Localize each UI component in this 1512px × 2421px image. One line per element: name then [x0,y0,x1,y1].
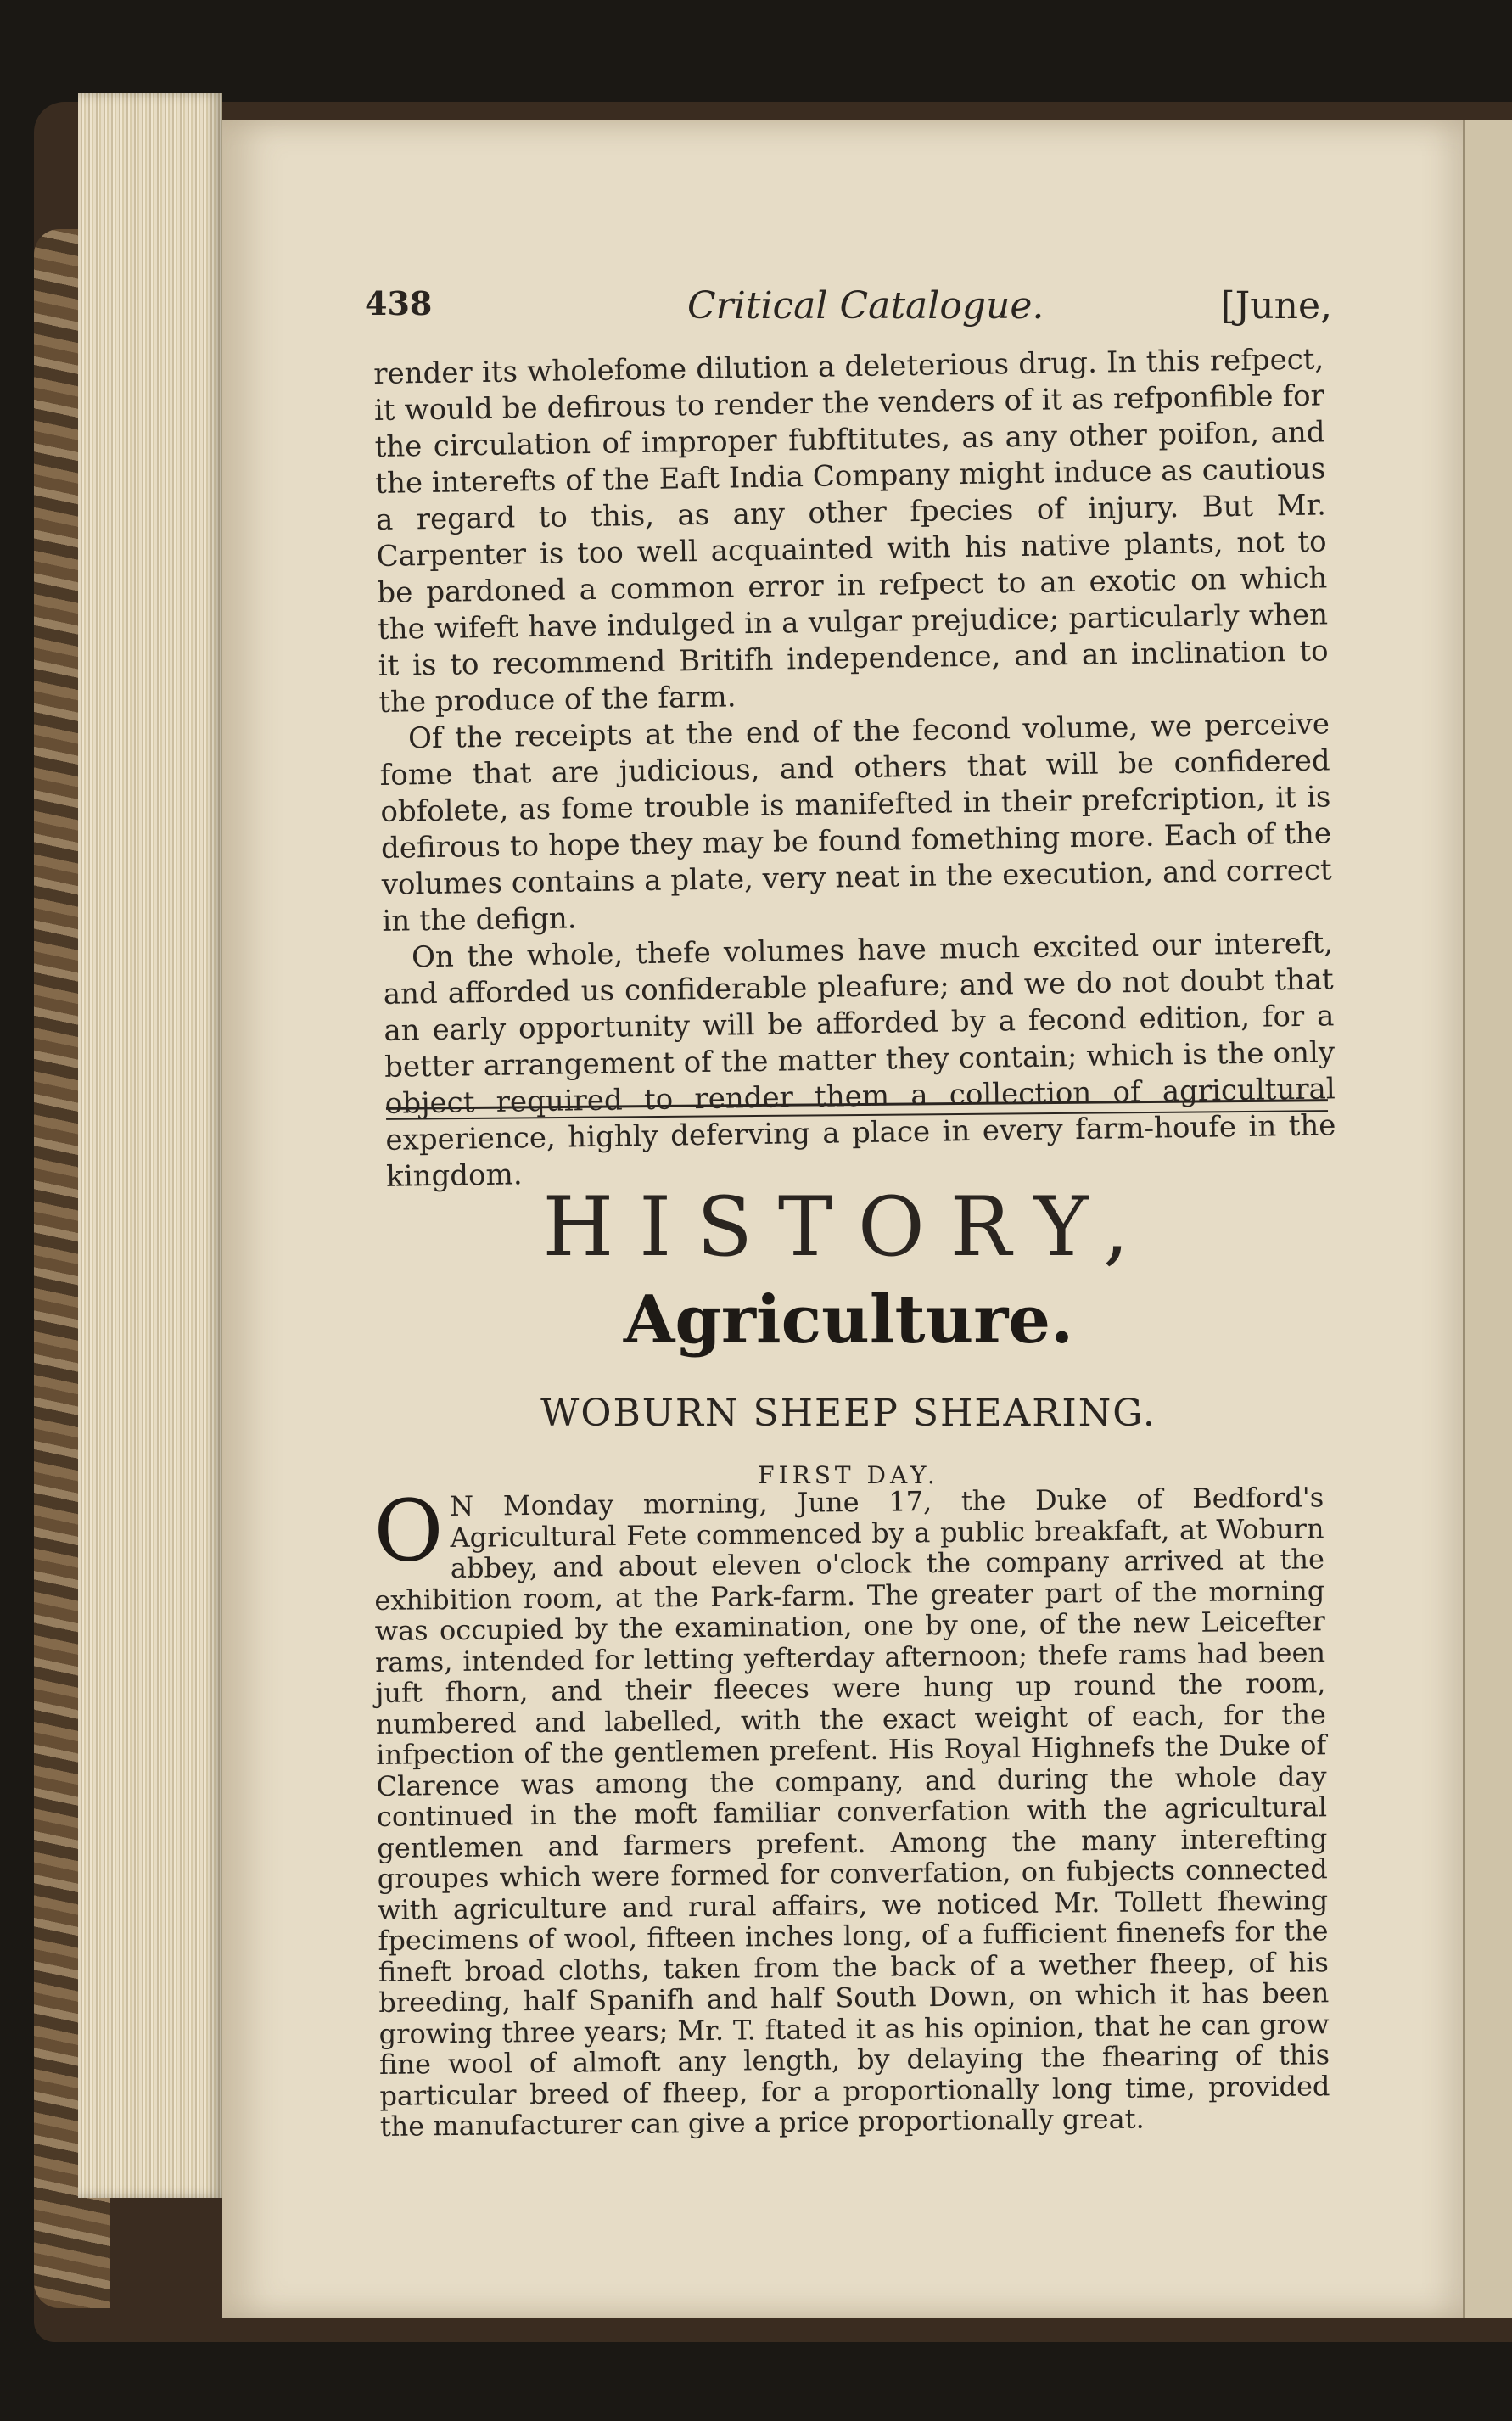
section-subheading: Agriculture. [623,1281,1074,1359]
page-number: 438 [365,284,433,322]
page-edges [78,93,222,2198]
drop-cap: O [372,1481,445,1581]
paragraph: On the whole, thefe volumes have much excited our intereft, and afforded us confiderable pleafure; and we do not doubt that an early opportunity will be afforded by a fecond edition, for a better arrangement of the matter they contain; which is the only object required to render them a collection of agricultural experience, highly deferving a place in every farm-houfe in the kingdom. [383,926,1336,1194]
article-title: WOBURN SHEEP SHEARING. [540,1392,1156,1435]
article-text [373,1482,1330,2142]
paragraph: Of the receipts at the end of the fecond volume, we perceive fome that are judicious, and others that will be confidered obfolete, as fome trouble is manifefted in their prefcription, it is defirous to hope they may be found fomething more. Each of the volumes contains a plate, very neat in the execution, and correct in the defign. [379,707,1332,939]
article-paragraph: N Monday morning, June 17, the Duke of Bedford's Agricultural Fete commenced by a public breakfaft, at Woburn abbey, and about eleven o'clock the company arrived at the exhibition room, at the Park-farm. The greater part of the morning was occupied by the examination, one by one, of the new Leicefter rams, intended for letting yefterday afternoon; thefe rams had been juft fhorn, and their fleeces were hung up round the room, numbered and labelled, with the exact weight of each, for the infpection of the gentlemen prefent. His Royal Highnefs the Duke of Clarence was among the company, and during the whole day continued in the moft familiar converfation with the agricultural gentlemen and farmers prefent. Among the many interefting groupes which were formed for converfation, on fubjects connected with agriculture and rural affairs, we noticed Mr. Tollett fhewing fpecimens of wool, fifteen inches long, of a fufficient finenefs for the fineft broad cloths, taken from the back of a wether fheep, of his breeding, half Spanifh and half South Down, on which it has been growing three years; Mr. T. ftated it as his opinion, that he can grow fine wool of almoft any length, by delaying the fhearing of this particular breed of fheep, for a proportionally long time, provided the manufacturer can give a price proportionally great. [374,1481,1330,2143]
page-header [365,284,1332,335]
paragraph: render its wholefome dilution a deleterious drug. In this refpect, it would be defirous to render the venders of it as refponfible for the circulation of improper fubftitutes, as any other poifon, and the interefts of the Eaft India Company might induce as cautious a regard to this, as any other fpecies of injury. But Mr. Carpenter is too well acquainted with his native plants, not to be pardoned a common error in refpect to an exotic on which the wifeft have indulged in a vulgar prejudice; particularly when it is to recommend Britifh independence, and an inclination to the produce of the farm. [373,342,1329,720]
review-text [373,341,1336,1195]
facing-page-edge [1463,120,1512,2318]
day-label: FIRST DAY. [758,1461,939,1489]
section-heading: HISTORY, [542,1180,1155,1275]
running-title: Critical Catalogue. [687,284,1044,328]
running-date: [June, [1220,284,1332,328]
